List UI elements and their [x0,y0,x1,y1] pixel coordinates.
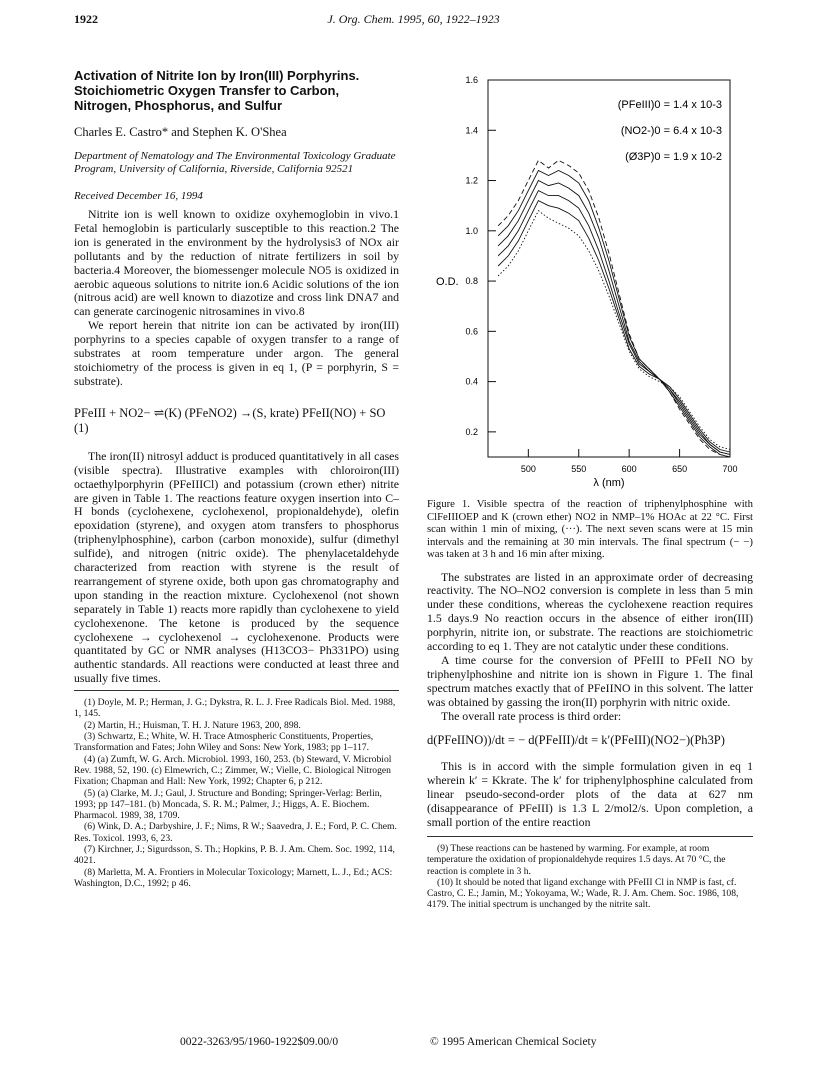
legend-entry: (NO2-)0 = 6.4 x 10-3 [620,125,722,137]
journal-header: J. Org. Chem. 1995, 60, 1922–1923 [327,12,500,26]
spectrum-line [498,201,730,452]
authors: Charles E. Castro* and Stephen K. O'Shea [74,125,287,139]
spectrum-line [498,160,730,457]
figure-caption: Figure 1. Visible spectra of the reaction of triphenylphosphine with ClFeIIIOEP and K (crown ether) NO2 in NMP–1% HOAc at 22 °C. First scan within 1 min of mixing, (···). The next seven scans were at 15 min intervals and the remaining at 30 min intervals. The final spectrum (− −) was taken at 3 h and 16 min after mixing. [427,498,753,560]
paragraph-2: We report herein that nitrite ion can be activated by iron(III) porphyrins to a species capable of oxygen transfer to a range of substrates at room temperature under argon. The general stoichiometry of the process is given in eq 1, (P = porphyrin, S = substrate). [74,318,399,388]
paragraph-1: Nitrite ion is well known to oxidize oxyhemoglobin in vivo.1 Fetal hemoglobin is particularly susceptible to this reaction.2 The ion is generated in the environment by the hydrolysis3 of NOx air pollutants and by the reduction of nitrate fertilizers in soil by bacteria.4 Moreover, the biomessenger molecule NO5 is oxidized in aerobic aqueous solutions to nitrite ion.6 Acidic solutions of the ion (nitrous acid) are well known to diazotize and cross link DNA7 and can generate carcinogenic nitrosamines in vivo.8 [74,207,399,319]
affiliation: Department of Nematology and The Environmental Toxicology Graduate Program, University of California, Riverside, California 92521 [74,150,396,175]
footer-code: 0022-3263/95/1960-1922$09.00/0 [180,1036,339,1048]
page-number: 1922 [74,12,98,26]
reference: (6) Wink, D. A.; Darbyshire, J. F.; Nims, R W.; Saavedra, J. E.; Ford, P. C. Chem. Res. Toxicol. 1993, 6, 23. [74,821,397,844]
received-date: Received December 16, 1994 [74,190,203,202]
legend-entry: (Ø3P)0 = 1.9 x 10-2 [625,151,722,163]
x-axis-label: λ (nm) [593,477,625,489]
spectra-chart [410,72,750,497]
right-column [427,498,753,911]
footnote: (9) These reactions can be hastened by warming. For example, at room temperature the oxidation of propionaldehyde requires 1.5 days. At 70 °C, the reaction is complete in 3 h. [427,843,726,877]
y-tick-label: 1.4 [465,125,478,136]
equation-1: PFeIII + NO2− ⇌(K) (PFeNO2) →(S, krate) PFeII(NO) + SO (1) [74,405,386,435]
paragraph-3: The iron(II) nitrosyl adduct is produced quantitatively in all cases (visible spectra). Illustrative examples with chloroiron(III) octaethylporphyrin (PFeIIICl) and potassium (crown ether) nitrite are given in Table 1. The reactions feature oxygen insertion into C–H bonds (cyclohexene, cyclohexenol, propionaldehyde), olefin epoxidation (styrene), and oxygen atom transfers to phosphorus (triphenylphosphine), carbon (carbon monoxide), sulfur (dimethyl sulfide), and nitrogen (nitric oxide). The phenylacetaldehyde characterized from reaction with styrene is the result of rearrangement of styrene oxide, both upon gas chromatography and upon standing in the reaction mixture. Cyclohexenol (not shown separately in Table 1) reacts more rapidly than cyclohexene to yield cyclohexenone. The ketone is produced by the sequence cyclohexene → cyclohexenol → cyclohexenone. Products were quantitated by GC or NMR analyses (H13CO3− Ph331PO) using authentic standards. All reactions were conducted at least three and usually five times. [74,448,399,686]
reference: (1) Doyle, M. P.; Herman, J. G.; Dykstra, R. L. J. Free Radicals Biol. Med. 1988, 1, 145. [74,697,396,720]
reference: (5) (a) Clarke, M. J.; Gaul, J. Structure and Bonding; Springer-Verlag: Berlin, 1993; pp 147–181. (b) Moncada, S. R. M.; Palmer, J.; Higgs, A. E. Biochem. Pharmacol. 1989, 38, 1709. [74,787,382,822]
y-tick-label: 0.4 [465,376,478,387]
spectrum-line [498,171,730,458]
footer-copyright: © 1995 American Chemical Society [430,1036,597,1048]
article-title: Activation of Nitrite Ion by Iron(III) Porphyrins. Stoichiometric Oxygen Transfer to Carbon, Nitrogen, Phosphorus, and Sulfur [74,68,360,113]
y-tick-label: 0.6 [465,326,478,337]
y-tick-label: 1.6 [465,75,478,85]
reference: (4) (a) Zumft, W. G. Arch. Microbiol. 1993, 160, 253. (b) Steward, V. Microbiol Rev. 1988, 52, 190. (c) Elmewrich, C.; Zimmer, W.; Vielle, C. Biological Nitrogen Fixation; Chapman and Hall: New York, 1992; Chapter 6, p 212. [74,753,392,788]
x-tick-label: 600 [621,464,637,474]
x-tick-label: 550 [571,464,587,474]
y-tick-label: 1.0 [465,225,478,236]
reference: (8) Marletta, M. A. Frontiers in Molecular Toxicology; Marnett, L. J., Ed.; ACS: Washington, D.C., 1992; p 46. [74,866,393,889]
reference: (2) Martin, H.; Huisman, T. H. J. Nature 1963, 200, 898. [84,719,301,731]
paragraph-5: A time course for the conversion of PFeIII to PFeII NO by triphenylphoshine and nitrite ion is shown in Figure 1. The final spectrum matches exactly that of PFeIINO in this solvent. The latter was obtained by gassing the iron(II) porphyrin with nitric oxide. [427,652,753,709]
spectrum-line [498,211,730,450]
x-tick-label: 700 [722,464,738,474]
references [74,690,399,889]
spectrum-line [498,181,730,455]
figure-1 [410,72,750,497]
paragraph-4: The substrates are listed in an approximate order of decreasing reactivity. The NO–NO2 conversion is complete in less than 5 min under these conditions, whereas the cyclohexene reaction requires 1.5 days.9 No reaction occurs in the absence of either iron(III) porphyrin, nitrite ion, or substrate. The reactions are stoichiometric according to eq 1. They are not catalytic under these conditions. [427,569,753,654]
legend-entry: (PFeIII)0 = 1.4 x 10-3 [617,99,722,111]
left-column [74,68,399,889]
footnotes [427,836,753,911]
rate-equation: d(PFeIINO))/dt = − d(PFeIII)/dt = k′(PFeIII)(NO2−)(Ph3P) [427,733,725,748]
reference: (3) Schwartz, E.; White, W. H. Trace Atmospheric Constituents, Properties, Transformation and Fates; John Wiley and Sons: New York, 1983; pp 1–117. [74,731,374,754]
y-tick-label: 0.2 [465,426,478,437]
paragraph-7: This is in accord with the simple formulation given in eq 1 wherein k′ = Kkrate. The k′ for triphenylphosphine calculated from linear pseudo-second-order plots of the data at 627 nm (disappearance of PFeIII) is 1.3 L 2/mol2/s. Upon completion, a small portion of the entire reaction [427,759,753,830]
x-tick-label: 500 [520,464,536,474]
y-axis-label: O.D. [436,276,459,289]
spectrum-line [498,191,730,455]
y-tick-label: 1.2 [465,175,478,186]
paragraph-6: The overall rate process is third order: [441,708,622,723]
footnote: (10) It should be noted that ligand exchange with PFeIII Cl in NMP is fast, cf. Castro, C. E.; Jamin, M.; Yokoyama, W.; Wade, R. J. Am. Chem. Soc. 1986, 108, 4179. The initial spectrum is unchanged by the nitrite salt. [427,876,739,911]
y-tick-label: 0.8 [465,276,478,287]
x-tick-label: 650 [672,464,688,474]
reference: (7) Kirchner, J.; Sigurdsson, S. Th.; Hopkins, P. B. J. Am. Chem. Soc. 1992, 114, 4021. [74,844,395,867]
